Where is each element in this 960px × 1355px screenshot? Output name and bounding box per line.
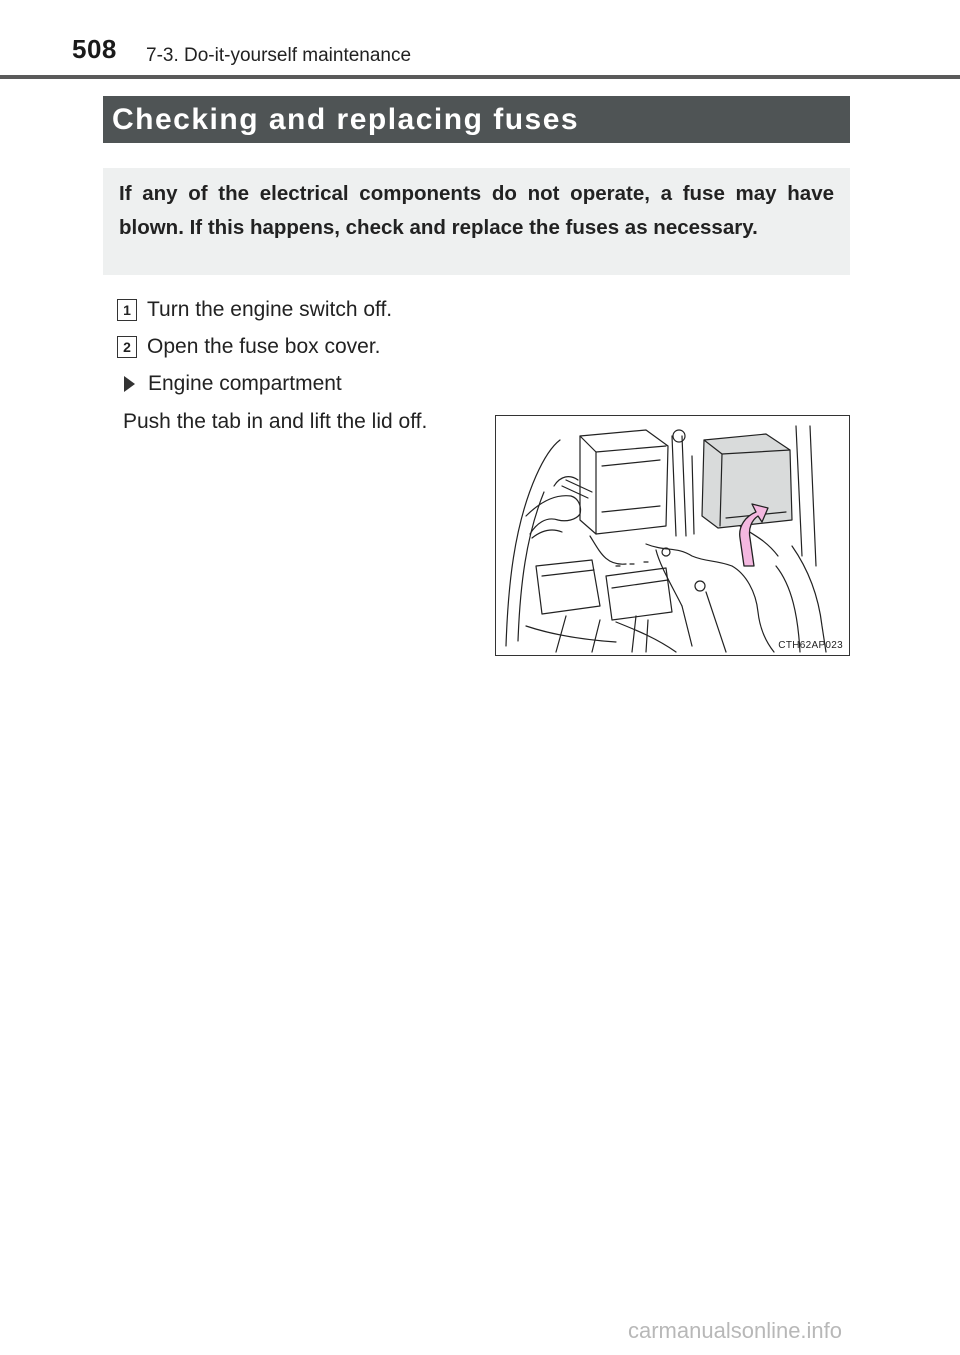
step-text: Turn the engine switch off. — [147, 298, 393, 321]
subhead-text: Engine compartment — [148, 372, 342, 395]
header-divider — [0, 75, 960, 79]
engine-line-drawing — [496, 416, 850, 656]
step-number-badge: 2 — [117, 336, 137, 358]
intro-body: If any of the electrical components do not operate, a fuse may have blown. If this happens, check and replace the fuses as necessary. — [119, 182, 834, 239]
step-2 — [117, 334, 380, 360]
engine-compartment-illustration — [495, 415, 850, 656]
section-label: 7-3. Do-it-yourself maintenance — [146, 45, 412, 66]
step-text: Open the fuse box cover. — [147, 335, 381, 358]
page-header — [0, 0, 960, 80]
instruction-text: Push the tab in and lift the lid off. — [123, 410, 428, 433]
intro-text — [119, 177, 834, 245]
page-number: 508 — [72, 34, 117, 64]
section-title: Checking and replacing fuses — [103, 96, 850, 143]
subhead — [124, 370, 342, 398]
intro-box — [103, 168, 850, 275]
figure-code: CTH62AP023 — [778, 640, 843, 651]
triangle-bullet-icon — [124, 376, 135, 392]
step-number-badge: 1 — [117, 299, 137, 321]
footer-watermark: carmanualsonline.info — [628, 1318, 843, 1343]
step-1 — [117, 297, 392, 323]
